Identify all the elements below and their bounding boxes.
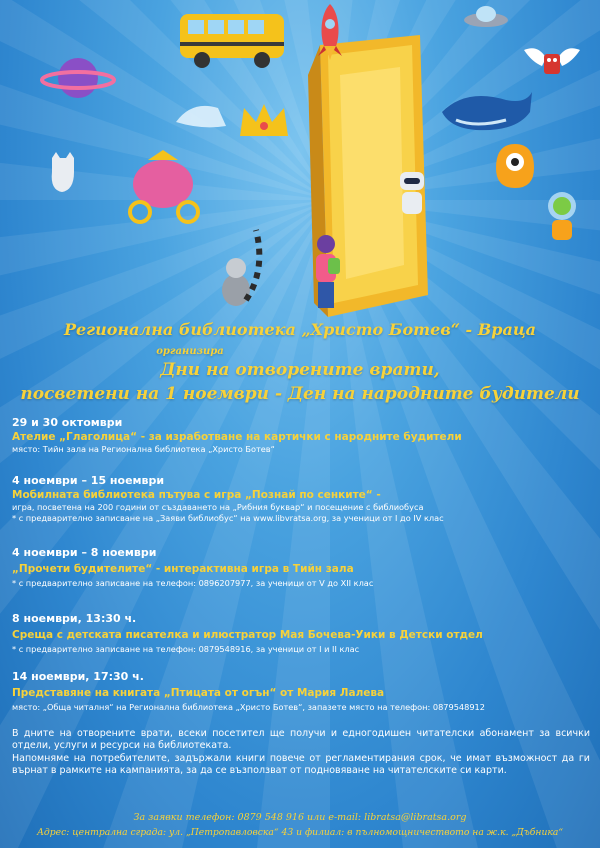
dedicated-title: посветени на 1 ноември - Ден на народните будители bbox=[20, 384, 580, 404]
intro-paragraph-2: Напомняме на потребителите, задържали книги повече от регламентирания срок, че имат възможност да ги върнат в рамките на кампанията, за да се възползват от подновяване на читателските си карти. bbox=[12, 752, 590, 777]
owl-logo-icon bbox=[522, 40, 582, 80]
intro-text bbox=[12, 728, 590, 778]
intro-paragraph-1: В дните на отворените врати, всеки посетител ще получи и едногодишен читателски абонамент за всички отдели, услуги и ресурси на библиотеката. bbox=[12, 728, 590, 752]
event-title: „Прочети будителите“ - интерактивна игра в Тийн зала bbox=[12, 563, 354, 575]
event-item bbox=[12, 670, 592, 713]
event-note: място: „Обща читалня“ на Регионална библиотека „Христо Ботев“, запазете място на телефон: 0879548912 bbox=[12, 702, 485, 712]
lemur-icon bbox=[206, 220, 266, 310]
event-note: игра, посветена на 200 години от създаването на „Рибния буквар“ и посещение с библиобуса bbox=[12, 502, 424, 512]
event-item bbox=[12, 612, 592, 655]
robot-icon bbox=[392, 170, 432, 226]
ufo-icon bbox=[462, 2, 510, 32]
library-title: Регионална библиотека „Христо Ботев“ - Враца bbox=[63, 320, 537, 339]
event-date: 4 ноември – 8 ноември bbox=[12, 546, 157, 559]
event-title: Среща с детската писателка и илюстратор Мая Бочева-Уики в Детски отдел bbox=[12, 629, 483, 641]
girl-reader-icon bbox=[306, 232, 346, 322]
school-bus-icon bbox=[178, 8, 288, 70]
organizes-label: организира bbox=[156, 346, 224, 357]
alien-icon bbox=[490, 140, 540, 192]
event-item bbox=[12, 474, 592, 524]
event-date: 29 и 30 октомври bbox=[12, 416, 123, 429]
event-item bbox=[12, 546, 592, 589]
event-note: * с предварително записване на телефон: 0896207977, за ученици от V до XII клас bbox=[12, 578, 374, 588]
whale-icon bbox=[436, 82, 536, 138]
event-date: 8 ноември, 13:30 ч. bbox=[12, 612, 137, 625]
rocket-icon bbox=[312, 2, 348, 60]
event-title: Мобилната библиотека пътува с игра „Познай по сенките“ - bbox=[12, 489, 381, 501]
event-note: място: Тийн зала на Регионална библиотека „Христо Ботев“ bbox=[12, 444, 275, 454]
crown-icon bbox=[236, 100, 292, 144]
event-note: * с предварително записване на телефон: 0879548916, за ученици от I и II клас bbox=[12, 644, 360, 654]
glass-slipper-icon bbox=[172, 98, 230, 132]
event-item bbox=[12, 416, 592, 455]
alien-astronaut-icon bbox=[536, 190, 584, 254]
cat-icon bbox=[44, 150, 80, 194]
planet-icon bbox=[38, 48, 118, 108]
event-date: 14 ноември, 17:30 ч. bbox=[12, 670, 144, 683]
address-line: Адрес: централна сграда: ул. „Петропавловска“ 43 и филиал: в пълномощничеството на ж.к. „Дъбника“ bbox=[36, 827, 564, 838]
event-title: Представяне на книгата „Птицата от огън“ от Мария Лалева bbox=[12, 687, 385, 699]
event-title: Ателие „Глаголица“ - за изработване на картички с народните будители bbox=[12, 431, 462, 443]
carriage-icon bbox=[118, 148, 208, 224]
event-note-with-link[interactable]: * с предварително записване на „Заяви библиобус“ на www.libvratsa.org, за ученици от I до IV клас bbox=[12, 513, 444, 523]
open-days-title: Дни на отворените врати, bbox=[160, 360, 440, 380]
contacts-line: За заявки телефон: 0879 548 916 или e-mail: libratsa@libratsa.org bbox=[133, 812, 467, 823]
event-date: 4 ноември – 15 ноември bbox=[12, 474, 165, 487]
